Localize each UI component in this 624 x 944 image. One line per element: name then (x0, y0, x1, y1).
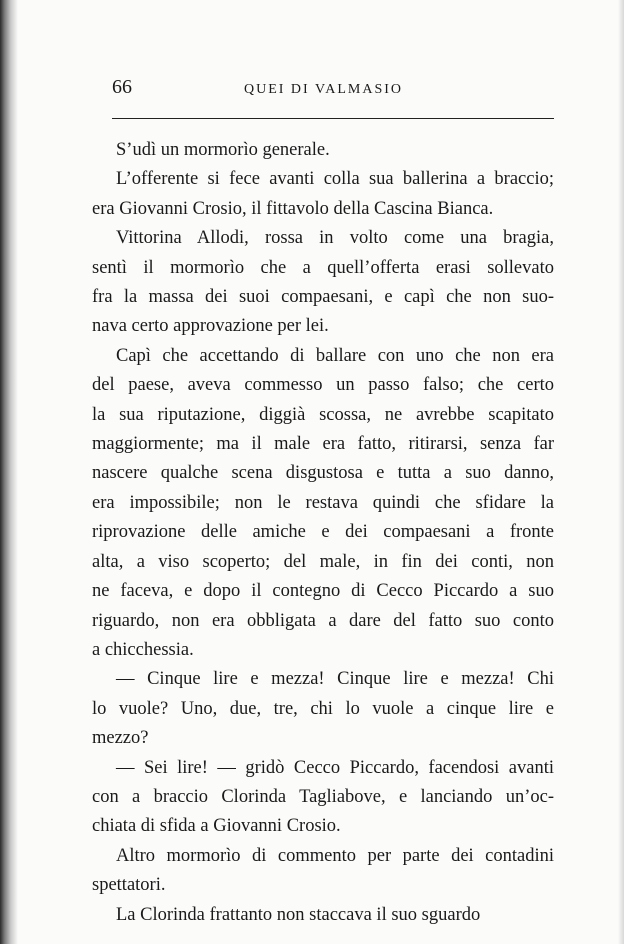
running-title: QUEI DI VALMASIO (244, 82, 404, 97)
text-line: Altro mormorìo di commento per parte dei contadini (116, 845, 554, 866)
text-line: Vittorina Allodi, rossa in volto come una bragia, (116, 228, 554, 249)
text-line: con a braccio Clorinda Tagliabove, e lanciando un’oc- (92, 786, 554, 807)
text-line: spettatori. (92, 875, 166, 896)
text-line: era impossibile; non le restava quindi che sfidare la (92, 492, 554, 513)
paragraph (92, 901, 554, 930)
text-line: riguardo, non era obbligata a dare del fatto suo conto (92, 610, 554, 631)
text-line: a chicchessia. (92, 639, 194, 660)
page-header (112, 76, 552, 104)
paragraph (92, 224, 554, 342)
text-line: Capì che accettando di ballare con uno che non era (116, 345, 554, 366)
text-line: lo vuole? Uno, due, tre, chi lo vuole a cinque lire e (92, 698, 554, 719)
text-line: S’udì un mormorìo generale. (116, 140, 330, 160)
text-line: mezzo? (92, 728, 149, 749)
paragraph (92, 136, 554, 165)
text-line: alta, a viso scoperto; del male, in fin dei conti, non (92, 551, 554, 572)
text-line: la sua riputazione, diggià scossa, ne avrebbe scapitato (92, 404, 554, 425)
text-line: maggiormente; ma il male era fatto, ritirarsi, senza far (92, 434, 554, 455)
paragraph (92, 665, 554, 753)
binding-shadow (0, 0, 18, 944)
text-line: fra la massa dei suoi compaesani, e capì che non suo- (92, 287, 554, 308)
text-line: sentì il mormorìo che a quell’offerta erasi sollevato (92, 257, 554, 278)
text-line: del paese, aveva commesso un passo falso; che certo (92, 375, 554, 396)
paragraph (92, 165, 554, 224)
paragraph (92, 754, 554, 842)
text-line: riprovazione delle amiche e dei compaesani a fronte (92, 522, 554, 543)
body-text (92, 136, 554, 930)
text-line: L’offerente si fece avanti colla sua ballerina a braccio; (116, 169, 554, 190)
page-edge (618, 0, 624, 944)
text-line: chiata di sfida a Giovanni Crosio. (92, 816, 341, 837)
text-line: ne faceva, e dopo il contegno di Cecco Piccardo a suo (92, 581, 554, 602)
text-line: nava certo approvazione per lei. (92, 316, 329, 337)
text-line: nascere qualche scena disgustosa e tutta a suo danno, (92, 463, 554, 484)
paragraph (92, 342, 554, 665)
paragraph (92, 842, 554, 901)
text-line: era Giovanni Crosio, il fittavolo della Cascina Bianca. (92, 198, 494, 219)
text-line: — Sei lire! — gridò Cecco Piccardo, facendosi avanti (116, 757, 554, 778)
page-number: 66 (112, 76, 132, 98)
header-rule (112, 118, 554, 119)
text-line: La Clorinda frattanto non staccava il suo sguardo (116, 904, 481, 925)
text-line: — Cinque lire e mezza! Cinque lire e mezza! Chi (116, 669, 554, 690)
